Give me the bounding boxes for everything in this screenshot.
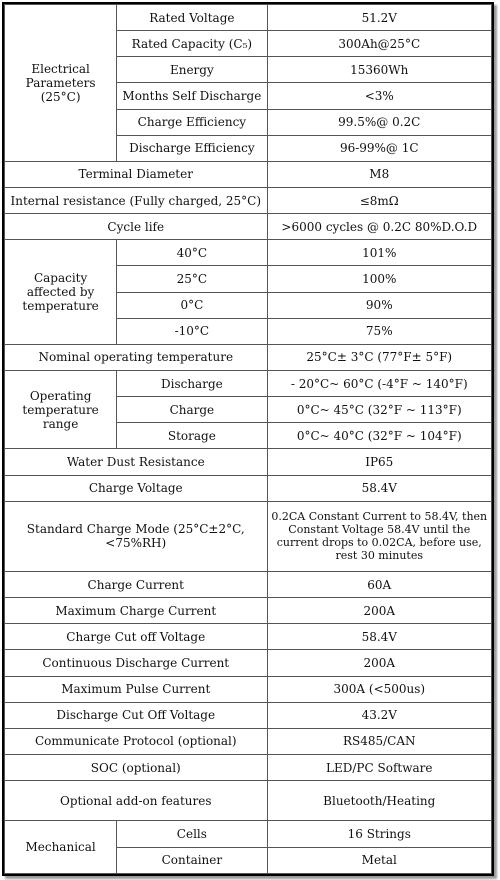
table-row (5, 676, 492, 702)
row-value: 58.4V (267, 624, 491, 650)
table-row (5, 755, 492, 781)
group-label-capacity: Capacity affected by temperature (5, 240, 117, 345)
row-value: 90% (267, 292, 491, 318)
row-label: Charge Cut off Voltage (5, 624, 268, 650)
row-label: Cycle life (5, 214, 268, 240)
row-label: SOC (optional) (5, 755, 268, 781)
row-label: Discharge (117, 370, 267, 396)
table-row (5, 501, 492, 571)
row-label: Internal resistance (Fully charged, 25°C) (5, 187, 268, 213)
row-label: Container (117, 847, 267, 873)
table-row (5, 702, 492, 728)
row-value: 0°C~ 40°C (32°F ~ 104°F) (267, 423, 491, 449)
row-value: IP65 (267, 449, 491, 475)
row-label: Rated Voltage (117, 5, 267, 31)
table-row (5, 728, 492, 754)
row-label: Continuous Discharge Current (5, 650, 268, 676)
row-label: Cells (117, 821, 267, 847)
table-row (5, 344, 492, 370)
row-label: 0°C (117, 292, 267, 318)
table-row (5, 187, 492, 213)
table-row (5, 240, 492, 266)
spec-sheet (2, 2, 494, 876)
row-value: 15360Wh (267, 57, 491, 83)
row-label: Charge Efficiency (117, 109, 267, 135)
group-label-operating-range: Operating temperature range (5, 370, 117, 448)
row-label: Months Self Discharge (117, 83, 267, 109)
row-label: Terminal Diameter (5, 161, 268, 187)
row-label: Optional add-on features (5, 781, 268, 821)
row-value: M8 (267, 161, 491, 187)
table-row (5, 650, 492, 676)
row-value: 300A (<500us) (267, 676, 491, 702)
row-label: 25°C (117, 266, 267, 292)
row-label: Maximum Charge Current (5, 598, 268, 624)
table-row (5, 624, 492, 650)
row-label: Charge Voltage (5, 475, 268, 501)
row-value: 200A (267, 598, 491, 624)
table-row (5, 781, 492, 821)
row-value: 60A (267, 572, 491, 598)
row-value: >6000 cycles @ 0.2C 80%D.O.D (267, 214, 491, 240)
row-label: Discharge Cut Off Voltage (5, 702, 268, 728)
row-value: 0.2CA Constant Current to 58.4V, then Constant Voltage 58.4V until the current drops to 0.02CA, before use, rest 30 minutes (267, 501, 491, 571)
row-label: 40°C (117, 240, 267, 266)
row-value: 0°C~ 45°C (32°F ~ 113°F) (267, 397, 491, 423)
row-label: Water Dust Resistance (5, 449, 268, 475)
row-value: Metal (267, 847, 491, 873)
row-label: Maximum Pulse Current (5, 676, 268, 702)
row-value: - 20°C~ 60°C (-4°F ~ 140°F) (267, 370, 491, 396)
table-row (5, 214, 492, 240)
table-row (5, 161, 492, 187)
row-value: 16 Strings (267, 821, 491, 847)
row-value: LED/PC Software (267, 755, 491, 781)
table-row (5, 5, 492, 31)
row-value: 25°C± 3°C (77°F± 5°F) (267, 344, 491, 370)
row-value: RS485/CAN (267, 728, 491, 754)
row-label: Communicate Protocol (optional) (5, 728, 268, 754)
row-value: 100% (267, 266, 491, 292)
row-value: 300Ah@25°C (267, 31, 491, 57)
row-label: -10°C (117, 318, 267, 344)
table-row (5, 475, 492, 501)
row-label: Storage (117, 423, 267, 449)
table-row (5, 370, 492, 396)
table-row (5, 572, 492, 598)
row-label: Nominal operating temperature (5, 344, 268, 370)
spec-table (4, 4, 492, 874)
group-label-mechanical: Mechanical (5, 821, 117, 874)
table-row (5, 449, 492, 475)
row-value: 99.5%@ 0.2C (267, 109, 491, 135)
row-label: Discharge Efficiency (117, 135, 267, 161)
row-value: 101% (267, 240, 491, 266)
row-label: Standard Charge Mode (25°C±2°C, <75%RH) (5, 501, 268, 571)
row-value: 200A (267, 650, 491, 676)
row-value: 96-99%@ 1C (267, 135, 491, 161)
row-value: Bluetooth/Heating (267, 781, 491, 821)
row-label: Rated Capacity (C₅) (117, 31, 267, 57)
row-value: 58.4V (267, 475, 491, 501)
row-label: Charge (117, 397, 267, 423)
table-row (5, 598, 492, 624)
row-label: Charge Current (5, 572, 268, 598)
row-value: 51.2V (267, 5, 491, 31)
row-value: 43.2V (267, 702, 491, 728)
row-value: ≤8mΩ (267, 187, 491, 213)
group-label-electrical: Electrical Parameters (25°C) (5, 5, 117, 162)
row-value: <3% (267, 83, 491, 109)
table-row (5, 821, 492, 847)
row-label: Energy (117, 57, 267, 83)
row-value: 75% (267, 318, 491, 344)
